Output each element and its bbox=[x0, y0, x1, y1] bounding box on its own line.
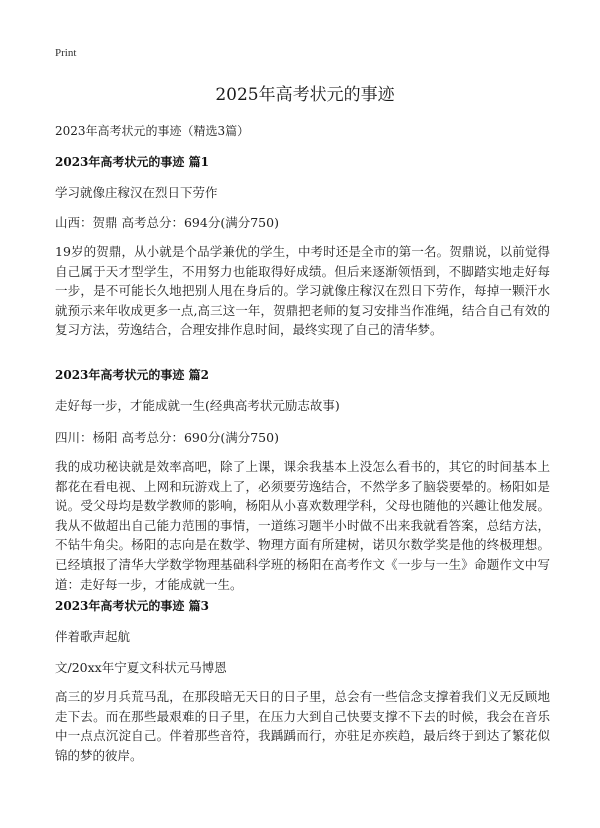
section-1-info: 山西：贺鼎 高考总分：694分(满分750) bbox=[55, 215, 279, 230]
section-2-body: 我的成功秘诀就是效率高吧，除了上课，课余我基本上没怎么看书的，其它的时间基本上都花在看电视、上网和玩游戏上了，必须要劳逸结合，不然学多了脑袋要晕的。杨阳如是说。受父母均是数学教师的影响，杨阳从小喜欢数理学科，父母也随他的兴趣让他发展。我从不做超出自己能力范围的事情，一道练习题半小时做不出来我就看答案，总结方法，不钻牛角尖。杨阳的志向是在数学、物理方面有所建树，诺贝尔数学奖是他的终极理想。已经填报了清华大学数学物理基础科学班的杨阳在高考作文《一步与一生》命题作文中写道：走好每一步，才能成就一生。 bbox=[55, 459, 550, 592]
section-3-theme: 伴着歌声起航 bbox=[55, 629, 131, 644]
section-3-heading: 2023年高考状元的事迹 篇3 bbox=[55, 599, 209, 613]
document-subtitle: 2023年高考状元的事迹（精选3篇） bbox=[55, 124, 250, 138]
section-2-info: 四川：杨阳 高考总分：690分(满分750) bbox=[55, 430, 279, 445]
section-3-info: 文/20xx年宁夏文科状元马博恩 bbox=[55, 660, 227, 675]
section-2-heading: 2023年高考状元的事迹 篇2 bbox=[55, 368, 209, 382]
section-3-body: 高三的岁月兵荒马乱，在那段暗无天日的日子里，总会有一些信念支撑着我们义无反顾地走下去。而在那些最艰难的日子里，在压力大到自己快要支撑不下去的时候，我会在音乐中一点点沉淀自己。伴着那些音符，我踽踽而行，亦驻足亦疾趋，最后终于到达了繁花似锦的梦的彼岸。 bbox=[55, 689, 550, 763]
document-title: 2025年高考状元的事迹 bbox=[215, 85, 395, 105]
section-2-theme: 走好每一步，才能成就一生(经典高考状元励志故事) bbox=[55, 398, 340, 413]
section-1-theme: 学习就像庄稼汉在烈日下劳作 bbox=[55, 185, 218, 200]
print-label[interactable]: Print bbox=[55, 47, 77, 59]
section-1-body: 19岁的贺鼎，从小就是个品学兼优的学生，中考时还是全市的第一名。贺鼎说，以前觉得自己属于天才型学生，不用努力也能取得好成绩。但后来逐渐领悟到，不脚踏实地走好每一步，是不可能长久地把别人甩在身后的。学习就像庄稼汉在烈日下劳作，每掉一颗汗水就预示来年收成更多一点,高三这一年，贺鼎把老师的复习安排当作准绳，结合自己有效的复习方法，劳逸结合，合理安排作息时间，最终实现了自己的清华梦。 bbox=[55, 244, 550, 338]
section-1-heading: 2023年高考状元的事迹 篇1 bbox=[55, 155, 209, 169]
